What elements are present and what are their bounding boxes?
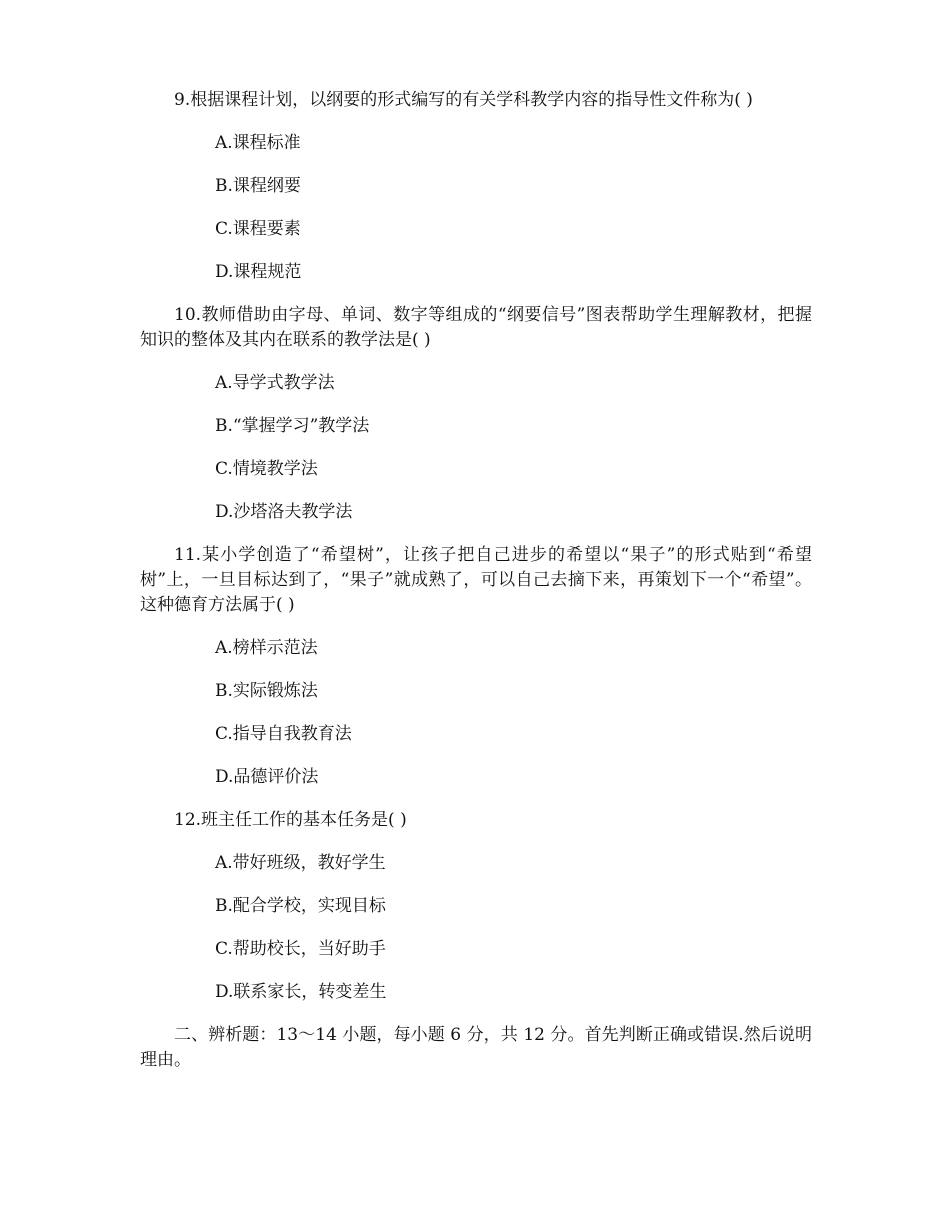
question-9-stem: 9.根据课程计划，以纲要的形式编写的有关学科教学内容的指导性文件称为( ) [174,90,753,110]
question-12-option-d: D.联系家长，转变差生 [215,982,387,1002]
question-10-stem: 10.教师借助由字母、单词、数字等组成的“纲要信号”图表帮助学生理解教材，把握知识的整体及其内在联系的教学法是( ) [140,305,812,350]
question-11-option-b: B.实际锻炼法 [215,681,318,701]
question-9-option-a: A.课程标准 [215,133,301,153]
question-11-option-a: A.榜样示范法 [215,638,318,658]
question-11-stem: 11.某小学创造了“希望树”，让孩子把自己进步的希望以“果子”的形式贴到“希望树”上，一旦目标达到了，“果子”就成熟了，可以自己去摘下来，再策划下一个“希望”。这种德育方法属于( ) [140,545,812,615]
question-9-option-c: C.课程要素 [215,219,301,239]
question-11-option-c: C.指导自我教育法 [215,724,352,744]
section-heading: 二、辨析题：13～14 小题，每小题 6 分，共 12 分。首先判断正确或错误.然后说明理由。 [140,1025,812,1070]
question-9-option-b: B.课程纲要 [215,176,301,196]
document-page [140,88,812,1073]
question-12-option-b: B.配合学校，实现目标 [215,896,386,916]
question-10-option-d: D.沙塔洛夫教学法 [215,502,353,522]
question-12-option-c: C.帮助校长，当好助手 [215,939,386,959]
question-10-option-c: C.情境教学法 [215,459,318,479]
question-11-option-d: D.品德评价法 [215,767,319,787]
question-12-option-a: A.带好班级，教好学生 [215,853,386,873]
question-10-option-b: B.“掌握学习”教学法 [215,416,370,436]
question-10-option-a: A.导学式教学法 [215,373,335,393]
question-9-option-d: D.课程规范 [215,262,302,282]
question-12-stem: 12.班主任工作的基本任务是( ) [174,810,407,830]
